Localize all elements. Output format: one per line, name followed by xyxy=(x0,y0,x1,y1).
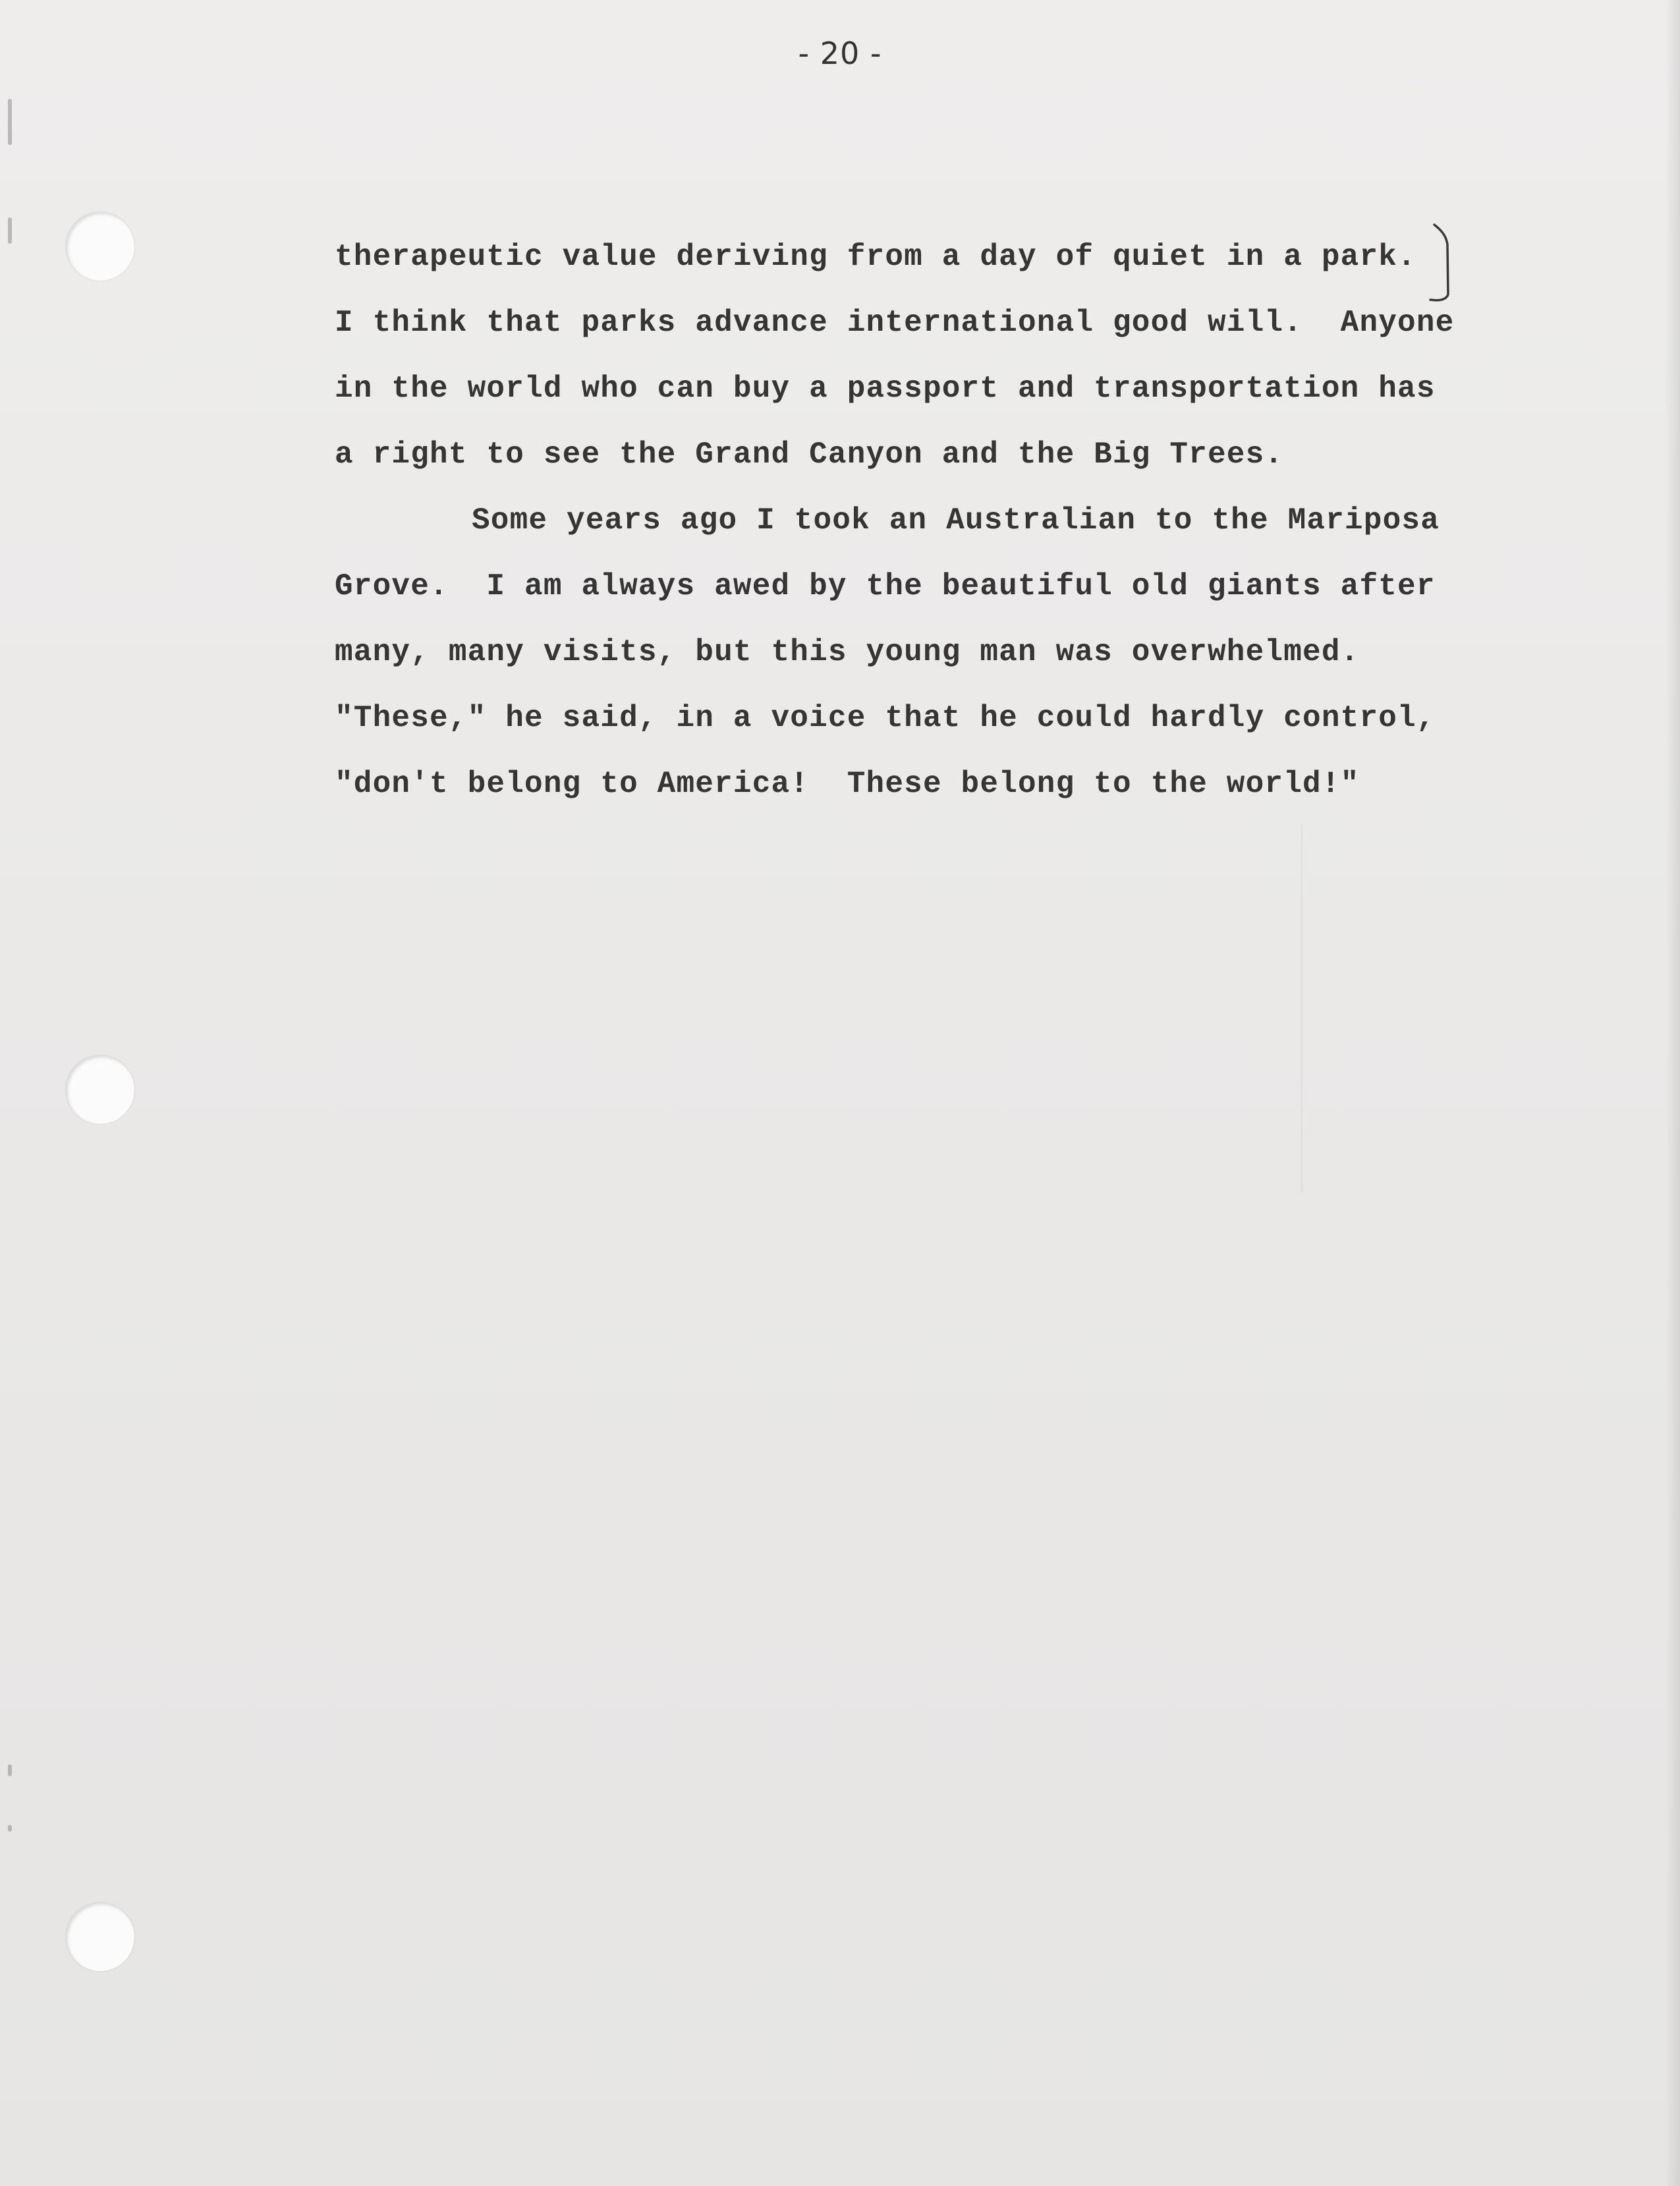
punch-hole xyxy=(66,1055,134,1124)
edge-mark xyxy=(8,1825,12,1832)
punch-hole xyxy=(66,1903,134,1971)
text-line: Some years ago I took an Australian to the Mariposa xyxy=(472,503,1440,538)
body-text xyxy=(335,224,1521,817)
text-line: "These," he said, in a voice that he could hardly control, xyxy=(335,701,1436,735)
edge-mark xyxy=(8,1764,12,1776)
text-line: in the world who can buy a passport and transportation has xyxy=(335,372,1436,406)
text-line: many, many visits, but this young man was overwhelmed. xyxy=(335,635,1360,669)
edge-mark xyxy=(8,99,12,145)
page-number: - 20 - xyxy=(798,36,882,71)
paper-crease xyxy=(1301,824,1302,1192)
text-line: therapeutic value deriving from a day of quiet in a park. xyxy=(335,240,1416,274)
text-line: Grove. I am always awed by the beautiful old giants after xyxy=(335,569,1436,603)
edge-mark xyxy=(8,217,12,244)
text-line: I think that parks advance international good will. Anyone xyxy=(335,306,1455,340)
page-edge-shadow xyxy=(1666,0,1680,2186)
text-line: a right to see the Grand Canyon and the Big Trees. xyxy=(335,437,1284,472)
punch-hole xyxy=(66,212,134,281)
text-line: "don't belong to America! These belong to the world!" xyxy=(335,767,1360,801)
